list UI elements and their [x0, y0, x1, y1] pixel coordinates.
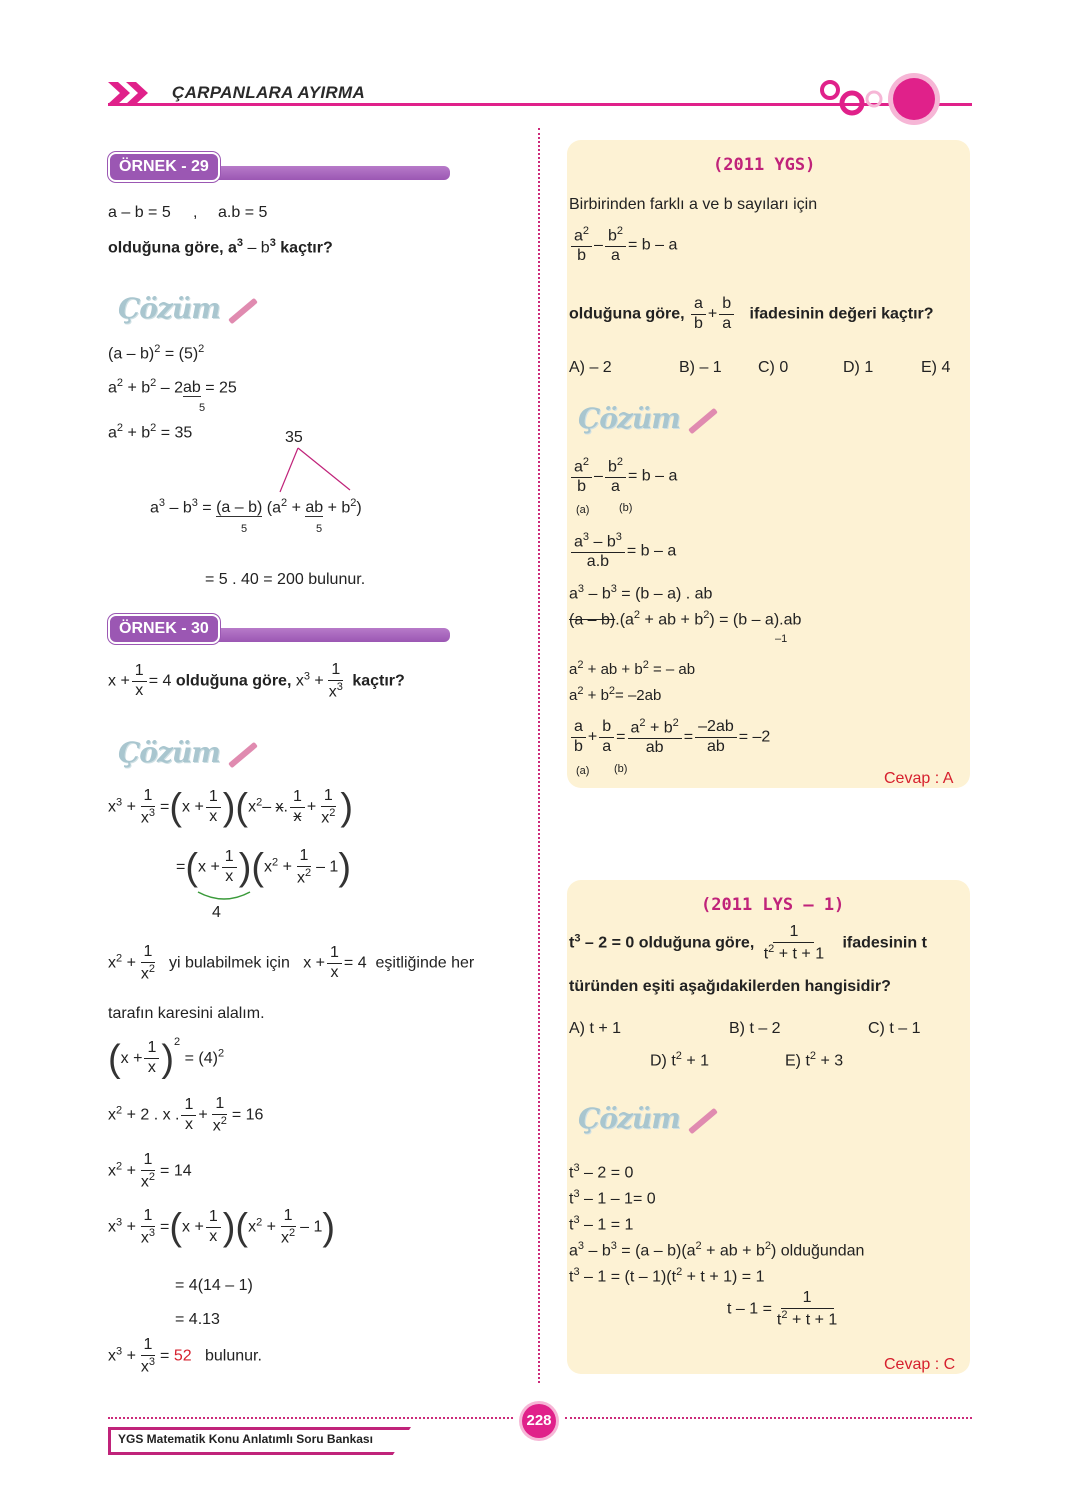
box2-sol-1: $t^3 - 2 = 0$ [569, 1162, 634, 1182]
header-circles-icon [812, 70, 942, 126]
box1-sol-step3: $a^3 - b^3 = (b - a)$ . ab [569, 583, 713, 603]
source-2011-ygs: (2011 YGS) [713, 155, 816, 175]
box1-sol-step5: $a^2$ + ab + $b^2$ = – ab [569, 659, 696, 678]
column-divider [538, 128, 540, 1383]
example-29-tab: ÖRNEK - 29 [108, 152, 220, 182]
box1-answer: Cevap : A [884, 770, 954, 787]
solution-29-step4: $a^3 - b^3 = (a - b) (a^2$ + ab + $b^2$) [150, 497, 362, 517]
underbrace-5a: 5 [241, 523, 248, 535]
source-2011-lys: (2011 LYS – 1) [701, 895, 845, 915]
label-a: (a) [576, 504, 590, 516]
question-29: olduğuna göre, $a^3 - b^3$ kaçtır? [108, 237, 333, 257]
box1-option-c[interactable]: C) 0 [758, 359, 789, 376]
box2-answer: Cevap : C [884, 1356, 956, 1373]
cozum-logo-29: Çözüm [118, 292, 260, 325]
label-b: (b) [619, 502, 633, 514]
square-step: (x + $\frac{1}{x}$ )$^2 = (4)^2$ [108, 1036, 225, 1080]
box1-sol-eq: $\frac{a^2}{b}$ – $\frac{b^2}{a}$ = b – a [569, 457, 677, 496]
cozum-logo-box2: Çözüm [578, 1102, 720, 1135]
box1-option-e[interactable]: E) 4 [921, 359, 951, 376]
box1-option-b[interactable]: B) – 1 [679, 359, 722, 376]
box1-equation: $\frac{a^2}{b}$ – $\frac{b^2}{a}$ = b – a [569, 226, 677, 265]
box2-option-d[interactable]: D) $t^2 + 1$ [650, 1050, 710, 1070]
footer-dots-right [565, 1417, 972, 1419]
given-sep: , [193, 204, 198, 221]
cozum-logo-box1: Çözüm [578, 402, 720, 435]
result-29: = 5 . 40 = 200 bulunur. [205, 571, 366, 588]
box1-sol-step2: $\frac{a^3 - b^3}{a.b}$ = b – a [569, 532, 676, 571]
label-a2: (a) [576, 765, 590, 777]
text-line2: tarafın karesini alalım. [108, 1005, 265, 1022]
solution-29-step3: $a^2 + b^2 = 35$ [108, 422, 193, 442]
box1-final: $\frac{a}{b}$ + $\frac{b}{a}$ = $\frac{a^2 + b^2}{ab}$ = $\frac{-2ab}{ab}$ = –2 [569, 718, 770, 757]
text-line1: $x^2$ + $\frac{1}{x^2}$ yi bulabilmek için x + $\frac{1}{x}$ = 4 eşitliğinde her [108, 943, 475, 983]
pencil-icon [228, 297, 258, 323]
box1-minus-one: –1 [775, 633, 788, 645]
box1-sol-step6: $a^2 + b^2= -2ab$ [569, 685, 662, 704]
arrow-lines [270, 446, 360, 496]
footer-book-title: YGS Matematik Konu Anlatımlı Soru Bankası [118, 1432, 373, 1446]
given-a: a – b = 5 [108, 204, 171, 221]
result-14: $x^2$ + $\frac{1}{x^2}$ = 14 [108, 1151, 192, 1191]
box2-option-a[interactable]: A) t + 1 [569, 1020, 622, 1037]
pencil-icon [688, 1107, 718, 1133]
underbrace-5: 5 [199, 402, 206, 414]
box1-option-a[interactable]: A) – 2 [569, 359, 612, 376]
label-b2: (b) [614, 763, 628, 775]
solution-29-step2: $a^2 + b^2 - 2ab = 25$ [108, 377, 237, 397]
box2-question-line2: türünden eşiti aşağıdakilerden hangisidir? [569, 978, 891, 995]
pencil-icon [228, 741, 258, 767]
footer-dots-left [108, 1417, 513, 1419]
given-b: a.b = 5 [218, 204, 268, 221]
expand-step: $x^2 + 2$ . x . $\frac{1}{x}$ + $\frac{1}{x^2}$ = 16 [108, 1095, 264, 1135]
box1-question: olduğuna göre, $\frac{a}{b}$ + $\frac{b}{a}$ ifadesinin değeri kaçtır? [569, 295, 934, 332]
box2-sol-2: $t^3 - 1 - 1= 0$ [569, 1188, 656, 1208]
brace-value-4: 4 [212, 904, 221, 921]
page-number: 228 [522, 1404, 556, 1438]
box2-option-c[interactable]: C) t – 1 [868, 1020, 921, 1037]
box2-sol-3: $t^3 - 1 = 1$ [569, 1214, 634, 1234]
box2-question-line1: $t^3 - 2 = 0$ olduğuna göre, $\frac{1}{t^2 + t + 1}$ ifadesinin t [569, 923, 927, 963]
identity-line1: $x^3$ + $\frac{1}{x^3}$ =(x + $\frac{1}{x}$ )($x^2-$ x. $\frac{1}{x}$ + $\frac{1}{x^2}$ ) [108, 786, 354, 829]
box1-sol-step4: $(a - b).(a^2$ + ab + $b^2) = (b - a).ab$ [569, 609, 802, 629]
box2-option-e[interactable]: E) $t^2 + 3$ [785, 1050, 844, 1070]
box1-option-d[interactable]: D) 1 [843, 359, 874, 376]
example-30-tab: ÖRNEK - 30 [108, 614, 220, 644]
label-35: 35 [285, 429, 303, 446]
final-30: $x^3$ + $\frac{1}{x^3}$ = 52 bulunur. [108, 1336, 262, 1376]
box2-sol-4: $a^3 - b^3 = (a - b)(a^2$ + ab + $b^2$) olduğundan [569, 1240, 865, 1260]
box1-intro: Birbirinden farklı a ve b sayıları için [569, 196, 818, 213]
box2-sol-6: t – 1 = $\frac{1}{t^2 + t + 1}$ [727, 1289, 838, 1329]
solution-29-step1: $(a - b)^2 = (5)^2$ [108, 343, 205, 363]
calc-1: = 4(14 – 1) [175, 1277, 253, 1294]
pencil-icon [688, 407, 718, 433]
identity-line2: =(x + $\frac{1}{x}$ )($x^2$ + $\frac{1}{x^2}$ – 1) [176, 846, 351, 889]
question-30: x + $\frac{1}{x}$ = 4 olduğuna göre, $x^3$ + $\frac{1}{x^3}$ kaçtır? [108, 661, 405, 701]
chapter-title: ÇARPANLARA AYIRMA [172, 83, 366, 102]
green-brace [196, 890, 252, 904]
underbrace-5b: 5 [316, 523, 323, 535]
calc-2: = 4.13 [175, 1311, 220, 1328]
identity-again: $x^3$ + $\frac{1}{x^3}$ =(x + $\frac{1}{x}$ )($x^2$ + $\frac{1}{x^2}$ – 1) [108, 1206, 336, 1249]
cozum-logo-30: Çözüm [118, 736, 260, 769]
box2-sol-5: $t^3 - 1 = (t - 1)(t^2 + t + 1) = 1$ [569, 1266, 765, 1286]
box2-option-b[interactable]: B) t – 2 [729, 1020, 781, 1037]
